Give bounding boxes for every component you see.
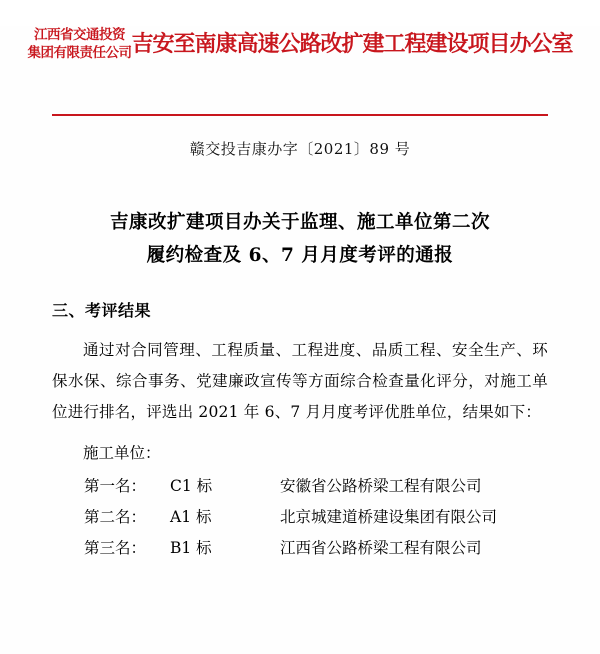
letterhead-org-main: 吉安至南康高速公路改扩建工程建设项目办公室 xyxy=(131,30,573,57)
document-number: 赣交投吉康办字〔2021〕89 号 xyxy=(189,140,411,159)
section-heading: 三、考评结果 xyxy=(52,301,152,321)
letterhead xyxy=(27,26,573,62)
ranking-position: 第三名： xyxy=(84,539,147,558)
ranking-position: 第二名： xyxy=(84,508,147,527)
section-paragraph: 通过对合同管理、工程质量、工程进度、品质工程、安全生产、环保水保、综合事务、党建廉政宣传等方面综合检查量化评分，对施工单位进行排名，评选出 2021 年 6、7 月月度考评优胜单位，结果如下： xyxy=(52,341,548,422)
ranking-section-code: B1 标 xyxy=(170,539,212,558)
document-title-line2: 履约检查及 6、7 月月度考评的通报 xyxy=(146,244,454,266)
ranking-company: 北京城建道桥建设集团有限公司 xyxy=(280,508,498,527)
ranking-list xyxy=(52,471,548,564)
ranking-row xyxy=(52,533,548,564)
section-subheading: 施工单位： xyxy=(83,444,161,463)
ranking-section-code: A1 标 xyxy=(170,508,212,527)
ranking-position: 第一名： xyxy=(84,477,147,496)
ranking-company: 江西省公路桥梁工程有限公司 xyxy=(280,539,482,558)
letterhead-org-left xyxy=(28,26,132,62)
ranking-company: 安徽省公路桥梁工程有限公司 xyxy=(280,477,482,496)
letterhead-org-left-line2: 集团有限责任公司 xyxy=(27,45,132,62)
letterhead-org-left-line1: 江西省交通投资 xyxy=(34,27,125,43)
document-page xyxy=(0,26,600,654)
ranking-section-code: C1 标 xyxy=(170,477,213,496)
document-title xyxy=(52,207,548,272)
ranking-row xyxy=(52,502,548,533)
document-title-line1: 吉康改扩建项目办关于监理、施工单位第二次 xyxy=(109,212,490,234)
letterhead-red-rule xyxy=(52,114,548,116)
letterhead-line xyxy=(27,26,573,62)
ranking-row xyxy=(52,471,548,502)
